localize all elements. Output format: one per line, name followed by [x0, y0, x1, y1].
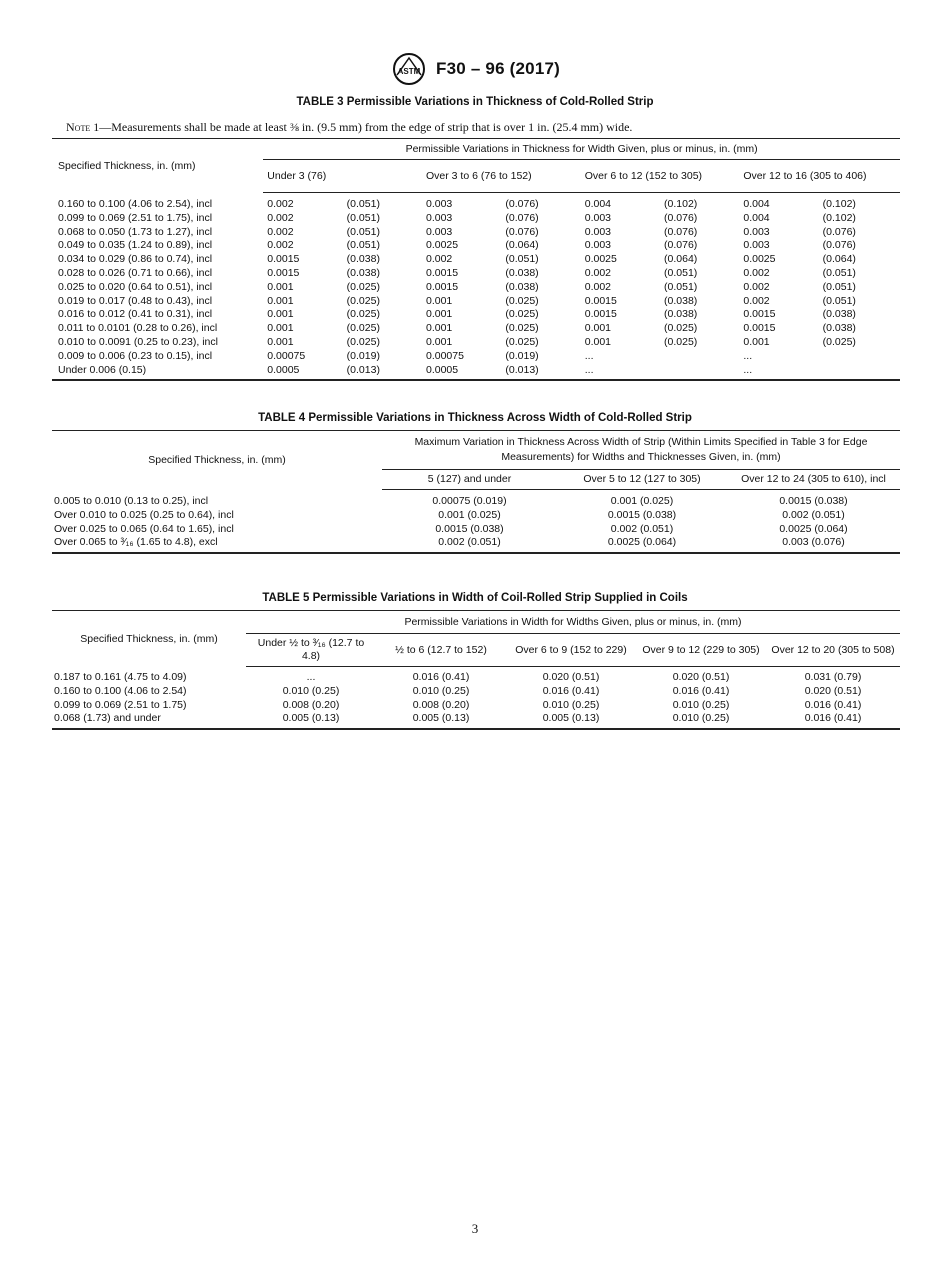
table-cell: 0.020 (0.51)	[672, 671, 730, 683]
table-row	[52, 523, 900, 537]
table-cell: 0.001	[584, 322, 612, 335]
table-cell: 0.002 (0.051)	[782, 508, 845, 521]
table-cell: 0.00075	[267, 349, 306, 362]
table-row	[52, 336, 900, 350]
table-cell: (0.038)	[505, 280, 539, 293]
table-cell: 0.002	[584, 280, 612, 293]
table-cell: 0.003 (0.076)	[782, 536, 845, 549]
row-label: 0.028 to 0.026 (0.71 to 0.66), incl	[58, 266, 213, 279]
table-cell: 0.0015	[426, 280, 459, 293]
table-cell: (0.102)	[664, 198, 698, 210]
table-row	[52, 239, 900, 253]
table-cell: 0.001	[426, 308, 453, 321]
table-cell: 0.0015 (0.038)	[607, 508, 677, 521]
table-cell: 0.016 (0.41)	[672, 684, 730, 697]
table-cell: 0.0005	[426, 363, 459, 376]
document-id: F30 – 96 (2017)	[436, 59, 560, 78]
table5	[52, 610, 900, 730]
row-label: 0.068 to 0.050 (1.73 to 1.27), incl	[58, 225, 213, 238]
table-row	[52, 267, 900, 281]
table-row	[52, 350, 900, 364]
table-cell: 0.001	[267, 322, 294, 335]
table-cell: (0.025)	[346, 280, 380, 293]
table-cell	[660, 350, 739, 364]
table-cell: 0.016 (0.41)	[804, 698, 862, 711]
row-label: 0.010 to 0.0091 (0.25 to 0.23), incl	[58, 335, 218, 348]
table-cell: (0.025)	[505, 294, 539, 307]
table-cell: 0.00075 (0.019)	[432, 495, 507, 507]
table-cell: (0.102)	[822, 211, 856, 224]
table-cell: (0.051)	[346, 211, 380, 224]
table-cell: 0.002	[743, 294, 770, 307]
table-row	[52, 308, 900, 322]
table-row	[52, 685, 900, 699]
table-row	[52, 226, 900, 240]
table-row	[52, 490, 900, 509]
table-cell: 0.0005	[267, 363, 300, 376]
table-row	[52, 536, 900, 553]
table-cell: 0.008 (0.20)	[282, 698, 340, 711]
table-row	[52, 212, 900, 226]
table-cell: 0.008 (0.20)	[412, 698, 470, 711]
table-cell: 0.001	[743, 335, 770, 348]
table-cell: 0.002	[584, 266, 612, 279]
row-label: 0.099 to 0.069 (2.51 to 1.75), incl	[58, 211, 213, 224]
table-cell: (0.064)	[822, 253, 856, 266]
table-cell: (0.051)	[664, 266, 698, 279]
table-cell: (0.013)	[346, 363, 380, 376]
table-cell: 0.0025	[584, 253, 617, 266]
row-label: 0.034 to 0.029 (0.86 to 0.74), incl	[58, 253, 213, 266]
table-cell: 0.0025	[426, 239, 459, 252]
table-row	[52, 667, 900, 685]
table-cell: 0.002	[426, 253, 453, 266]
table-cell: (0.019)	[505, 349, 539, 362]
table4-span-header: Maximum Variation in Thickness Across Width of Strip (Within Limits Specified in Table 3 for Edge Measurements) for Widths and Thicknesses Given, in. (mm)	[382, 431, 900, 470]
table-cell: 0.020 (0.51)	[542, 671, 600, 683]
table-cell: (0.076)	[664, 211, 698, 224]
table-cell: (0.076)	[664, 239, 698, 252]
table-cell: 0.001 (0.025)	[438, 508, 501, 521]
table-cell: 0.0025 (0.064)	[779, 522, 848, 535]
table-cell: 0.005 (0.13)	[542, 712, 600, 725]
table-row	[52, 699, 900, 713]
row-label: 0.009 to 0.006 (0.23 to 0.15), incl	[58, 349, 213, 362]
table-cell: (0.025)	[505, 322, 539, 335]
row-label: Over 0.010 to 0.025 (0.25 to 0.64), incl	[54, 508, 234, 521]
table-cell: 0.003	[584, 225, 612, 238]
table-cell: (0.051)	[505, 253, 539, 266]
table-cell: (0.025)	[664, 335, 698, 348]
table-cell: (0.076)	[664, 225, 698, 238]
table-cell: (0.064)	[664, 253, 698, 266]
table-cell: (0.076)	[505, 211, 539, 224]
table-cell: (0.025)	[664, 322, 698, 335]
table-cell: 0.010 (0.25)	[412, 684, 470, 697]
table-row	[52, 364, 900, 381]
table5-spec-header: Specified Thickness, in. (mm)	[80, 632, 218, 645]
table-cell: 0.003	[584, 211, 612, 224]
table-cell: ...	[584, 349, 594, 362]
table-cell: (0.051)	[822, 280, 856, 293]
table-cell: (0.038)	[822, 308, 856, 321]
table-cell: (0.051)	[346, 239, 380, 252]
table-cell: 0.002	[267, 239, 294, 252]
table-cell: (0.019)	[346, 349, 380, 362]
table-cell: 0.002	[267, 211, 294, 224]
table-cell: (0.051)	[822, 294, 856, 307]
table4-col-header: Over 12 to 24 (305 to 610), incl	[727, 470, 900, 490]
table-cell: 0.002 (0.051)	[610, 522, 674, 535]
table-cell: 0.031 (0.79)	[804, 671, 862, 683]
row-label: 0.049 to 0.035 (1.24 to 0.89), incl	[58, 239, 213, 252]
row-label: 0.160 to 0.100 (4.06 to 2.54)	[54, 684, 187, 697]
table5-span-header: Permissible Variations in Width for Widths Given, plus or minus, in. (mm)	[246, 611, 900, 634]
row-label: 0.016 to 0.012 (0.41 to 0.31), incl	[58, 308, 213, 321]
table-cell: 0.002	[743, 280, 770, 293]
table-cell: 0.001	[426, 335, 453, 348]
table-cell: (0.051)	[346, 198, 380, 210]
table-cell: 0.0015	[584, 294, 617, 307]
table-cell: (0.076)	[822, 225, 856, 238]
note-label: Note 1	[66, 120, 100, 134]
row-label: 0.019 to 0.017 (0.48 to 0.43), incl	[58, 294, 213, 307]
table-cell: 0.001	[267, 294, 294, 307]
table-cell: 0.016 (0.41)	[804, 712, 862, 725]
table-cell: 0.001	[267, 335, 294, 348]
row-label: 0.005 to 0.010 (0.13 to 0.25), incl	[54, 494, 209, 507]
table-cell: 0.004	[743, 198, 770, 210]
row-label: 0.068 (1.73) and under	[54, 712, 161, 725]
table-cell: 0.016 (0.41)	[542, 684, 600, 697]
table-cell: (0.025)	[346, 335, 380, 348]
table-cell: 0.010 (0.25)	[672, 698, 730, 711]
row-label: Over 0.025 to 0.065 (0.64 to 1.65), incl	[54, 522, 234, 535]
table-cell: 0.016 (0.41)	[412, 671, 470, 683]
table-cell: 0.001	[584, 335, 612, 348]
note-text: —Measurements shall be made at least ⅜ in. (9.5 mm) from the edge of strip that is over 1 in. (25.4 mm) wide.	[99, 120, 633, 134]
table-cell: (0.102)	[822, 198, 856, 210]
table-cell: 0.003	[584, 239, 612, 252]
table-cell: 0.004	[743, 211, 770, 224]
table-cell: 0.0015 (0.038)	[779, 495, 848, 507]
table-cell: 0.001	[267, 308, 294, 321]
table-cell: (0.064)	[505, 239, 539, 252]
table-cell: (0.051)	[664, 280, 698, 293]
table3-col-header: Over 3 to 6 (76 to 152)	[422, 160, 581, 193]
table5-col-header: Over 12 to 20 (305 to 508)	[766, 634, 900, 667]
table-cell: (0.051)	[346, 225, 380, 238]
table4-title: TABLE 4 Permissible Variations in Thickness Across Width of Cold-Rolled Strip	[258, 412, 692, 424]
table-cell: 0.0015	[267, 266, 300, 279]
table-cell: 0.005 (0.13)	[412, 712, 470, 725]
table-cell: ...	[584, 363, 594, 376]
table-cell: 0.003	[743, 225, 770, 238]
table5-col-header: Under ½ to ³⁄₁₆ (12.7 to 4.8)	[246, 634, 376, 667]
table3-title: TABLE 3 Permissible Variations in Thickness of Cold-Rolled Strip	[296, 96, 654, 108]
table-cell: 0.0025 (0.064)	[607, 536, 677, 549]
table-row	[52, 281, 900, 295]
table-cell: 0.002	[267, 225, 294, 238]
table4	[52, 430, 900, 554]
table-cell: 0.001 (0.025)	[610, 495, 674, 507]
table-cell: (0.038)	[822, 322, 856, 335]
table-cell: 0.0015	[743, 308, 776, 321]
document-header	[0, 52, 950, 86]
table-cell	[819, 350, 900, 364]
table-cell: 0.001	[426, 294, 453, 307]
row-label: 0.160 to 0.100 (4.06 to 2.54), incl	[58, 197, 213, 210]
table3-col-header: Over 6 to 12 (152 to 305)	[581, 160, 740, 193]
table-cell: 0.005 (0.13)	[282, 712, 340, 725]
table-cell: 0.004	[584, 198, 612, 210]
table5-col-header: Over 6 to 9 (152 to 229)	[506, 634, 636, 667]
table-cell: ...	[743, 363, 753, 376]
table-row	[52, 712, 900, 729]
table-cell: 0.003	[426, 198, 453, 210]
table3-col-header: Over 12 to 16 (305 to 406)	[739, 160, 900, 193]
table-cell: 0.002 (0.051)	[438, 536, 501, 549]
table-cell: (0.038)	[346, 266, 380, 279]
table5-col-header: ½ to 6 (12.7 to 152)	[376, 634, 506, 667]
row-label: Under 0.006 (0.15)	[58, 363, 147, 376]
table-cell: (0.038)	[505, 266, 539, 279]
row-label: 0.099 to 0.069 (2.51 to 1.75)	[54, 698, 187, 711]
table-cell: 0.003	[426, 211, 453, 224]
table3-span-header: Permissible Variations in Thickness for Width Given, plus or minus, in. (mm)	[263, 139, 900, 160]
table-cell: (0.038)	[664, 308, 698, 321]
table4-spec-header: Specified Thickness, in. (mm)	[148, 454, 286, 467]
table-cell: 0.020 (0.51)	[804, 684, 862, 697]
table3-spec-header: Specified Thickness, in. (mm)	[58, 159, 196, 172]
table-cell: 0.00075	[426, 349, 464, 362]
table3	[52, 138, 900, 381]
table-cell: (0.038)	[346, 253, 380, 266]
table-cell: 0.002	[743, 266, 770, 279]
table-cell: 0.0015	[584, 308, 617, 321]
table4-col-header: Over 5 to 12 (127 to 305)	[557, 470, 727, 490]
table5-title: TABLE 5 Permissible Variations in Width of Coil-Rolled Strip Supplied in Coils	[262, 592, 688, 604]
table-cell: (0.051)	[822, 266, 856, 279]
table3-note	[66, 120, 886, 135]
table-cell: (0.025)	[346, 322, 380, 335]
table-cell: (0.076)	[822, 239, 856, 252]
table-cell: ...	[743, 349, 753, 362]
table-row	[52, 295, 900, 309]
table-cell: ...	[306, 671, 316, 683]
table4-col-header: 5 (127) and under	[382, 470, 557, 490]
row-label: Over 0.065 to ³⁄₁₆ (1.65 to 4.8), excl	[54, 536, 218, 549]
table-cell: 0.010 (0.25)	[672, 712, 730, 725]
table5-col-header: Over 9 to 12 (229 to 305)	[636, 634, 766, 667]
row-label: 0.025 to 0.020 (0.64 to 0.51), incl	[58, 280, 213, 293]
table-cell: 0.001	[426, 322, 453, 335]
table-row	[52, 193, 900, 212]
table-cell: 0.001	[267, 280, 294, 293]
table-cell: 0.0015	[267, 253, 300, 266]
table3-col-header: Under 3 (76)	[263, 160, 422, 193]
table-cell	[660, 364, 739, 381]
table-cell: (0.025)	[505, 308, 539, 321]
table-cell: (0.076)	[505, 198, 539, 210]
table-cell: 0.002	[267, 198, 294, 210]
table-cell: (0.025)	[346, 308, 380, 321]
table-cell: 0.003	[743, 239, 770, 252]
table-cell: 0.0025	[743, 253, 776, 266]
table-cell: 0.0015	[426, 266, 459, 279]
table-row	[52, 322, 900, 336]
svg-text:ASTM: ASTM	[397, 67, 421, 76]
page-number: 3	[471, 1221, 479, 1236]
astm-logo-icon	[390, 52, 428, 86]
table-cell: 0.003	[426, 225, 453, 238]
table-cell: 0.010 (0.25)	[542, 698, 600, 711]
table-cell: (0.076)	[505, 225, 539, 238]
table-cell: 0.0015 (0.038)	[435, 522, 504, 535]
row-label: 0.011 to 0.0101 (0.28 to 0.26), incl	[58, 322, 218, 335]
table-cell: (0.038)	[664, 294, 698, 307]
table-cell: (0.025)	[822, 335, 856, 348]
table-cell	[819, 364, 900, 381]
table-cell: (0.025)	[505, 335, 539, 348]
table-cell: (0.025)	[346, 294, 380, 307]
table-row	[52, 509, 900, 523]
table-cell: (0.013)	[505, 363, 539, 376]
table-cell: 0.0015	[743, 322, 776, 335]
row-label: 0.187 to 0.161 (4.75 to 4.09)	[54, 670, 187, 683]
table-cell: 0.010 (0.25)	[282, 684, 340, 697]
table-row	[52, 253, 900, 267]
